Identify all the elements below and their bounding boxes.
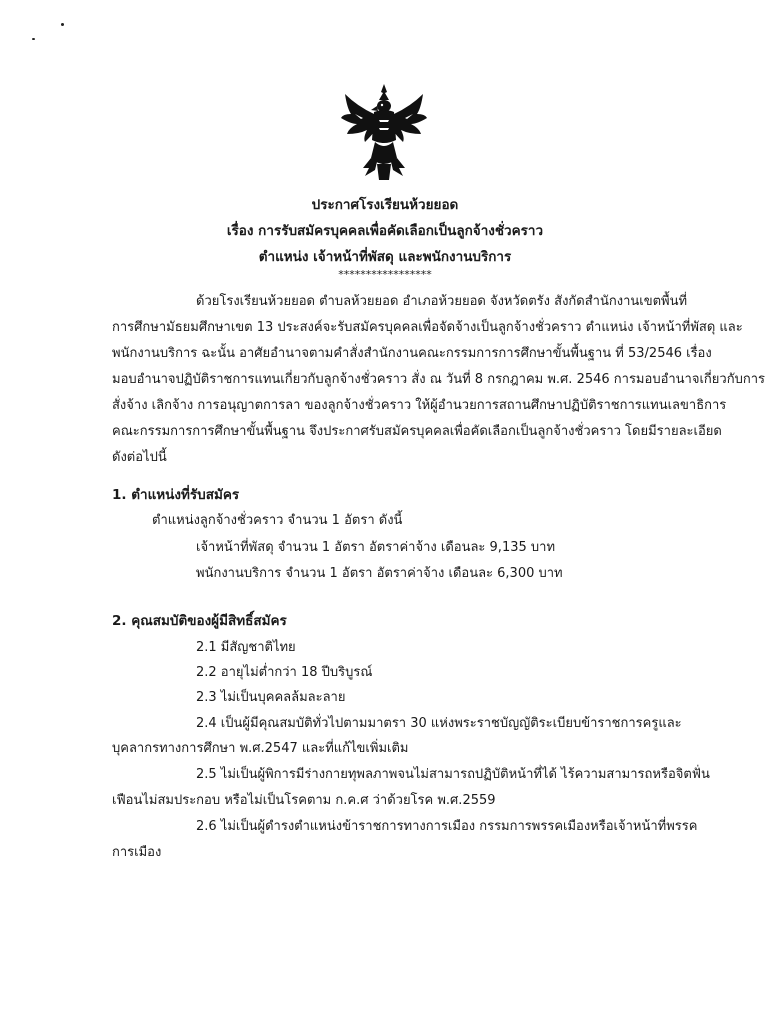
announcement-position: ตำแหน่ง เจ้าหน้าที่พัสดุ และพนักงานบริการ (258, 249, 512, 265)
qualification-item: 2.1 มีสัญชาติไทย (196, 640, 296, 655)
separator-stars: ***************** (338, 268, 432, 281)
section-heading: 1. ตำแหน่งที่รับสมัคร (112, 487, 240, 503)
intro-line: ด้วยโรงเรียนห้วยยอด ตำบลห้วยยอด อำเภอห้วยยอด จังหวัดตรัง สังกัดสำนักงานเขตพื้นที่ (196, 294, 688, 309)
qualification-item: การเมือง (112, 845, 162, 860)
qualification-item: 2.2 อายุไม่ต่ำกว่า 18 ปีบริบูรณ์ (196, 665, 373, 680)
garuda-emblem-icon (341, 84, 427, 180)
intro-line: การศึกษามัธยมศึกษาเขต 13 ประสงค์จะรับสมัครบุคคลเพื่อจัดจ้างเป็นลูกจ้างชั่วคราว ตำแหน่ง เจ้าหน้าที่พัสดุ และ (112, 320, 743, 335)
scan-speck (61, 23, 64, 26)
qualification-item: บุคลากรทางการศึกษา พ.ศ.2547 และที่แก้ไขเพิ่มเติม (112, 741, 409, 756)
announcement-subject: เรื่อง การรับสมัครบุคคลเพื่อคัดเลือกเป็นลูกจ้างชั่วคราว (226, 223, 544, 239)
position-summary: ตำแหน่งลูกจ้างชั่วคราว จำนวน 1 อัตรา ดังนี้ (152, 513, 403, 528)
position-item: เจ้าหน้าที่พัสดุ จำนวน 1 อัตรา อัตราค่าจ้าง เดือนละ 9,135 บาท (196, 540, 556, 555)
announcement-title: ประกาศโรงเรียนห้วยยอด (311, 197, 459, 213)
intro-line: สั่งจ้าง เลิกจ้าง การอนุญาตการลา ของลูกจ้างชั่วคราว ให้ผู้อำนวยการสถานศึกษาปฏิบัติราชการแทนเลขาธิการ (112, 398, 727, 413)
section-heading: 2. คุณสมบัติของผู้มีสิทธิ์สมัคร (112, 613, 287, 629)
qualification-item: 2.4 เป็นผู้มีคุณสมบัติทั่วไปตามมาตรา 30 แห่งพระราชบัญญัติระเบียบข้าราชการครูและ (196, 716, 682, 731)
intro-line: พนักงานบริการ ฉะนั้น อาศัยอำนาจตามคำสั่งสำนักงานคณะกรรมการการศึกษาขั้นพื้นฐาน ที่ 53/2546 เรื่อง (112, 346, 712, 361)
intro-line: คณะกรรมการการศึกษาขั้นพื้นฐาน จึงประกาศรับสมัครบุคคลเพื่อคัดเลือกเป็นลูกจ้างชั่วคราว โดยมีรายละเอียด (112, 424, 722, 439)
scan-speck (32, 38, 35, 40)
qualification-item: 2.6 ไม่เป็นผู้ดำรงตำแหน่งข้าราชการทางการเมือง กรรมการพรรคเมืองหรือเจ้าหน้าที่พรรค (196, 819, 698, 834)
intro-line: ดังต่อไปนี้ (112, 450, 167, 465)
qualification-item: 2.5 ไม่เป็นผู้พิการมีร่างกายทุพลภาพจนไม่สามารถปฏิบัติหน้าที่ได้ ไร้ความสามารถหรือจิตฟั่น (196, 767, 710, 782)
position-item: พนักงานบริการ จำนวน 1 อัตรา อัตราค่าจ้าง เดือนละ 6,300 บาท (196, 566, 563, 581)
qualification-item: เฟือนไม่สมประกอบ หรือไม่เป็นโรคตาม ก.ค.ศ ว่าด้วยโรค พ.ศ.2559 (112, 793, 496, 808)
qualification-item: 2.3 ไม่เป็นบุคคลล้มละลาย (196, 690, 346, 705)
intro-line: มอบอำนาจปฏิบัติราชการแทนเกี่ยวกับลูกจ้างชั่วคราว สั่ง ณ วันที่ 8 กรกฎาคม พ.ศ. 2546 การมอบอำนาจเกี่ยวกับการ (112, 372, 765, 387)
